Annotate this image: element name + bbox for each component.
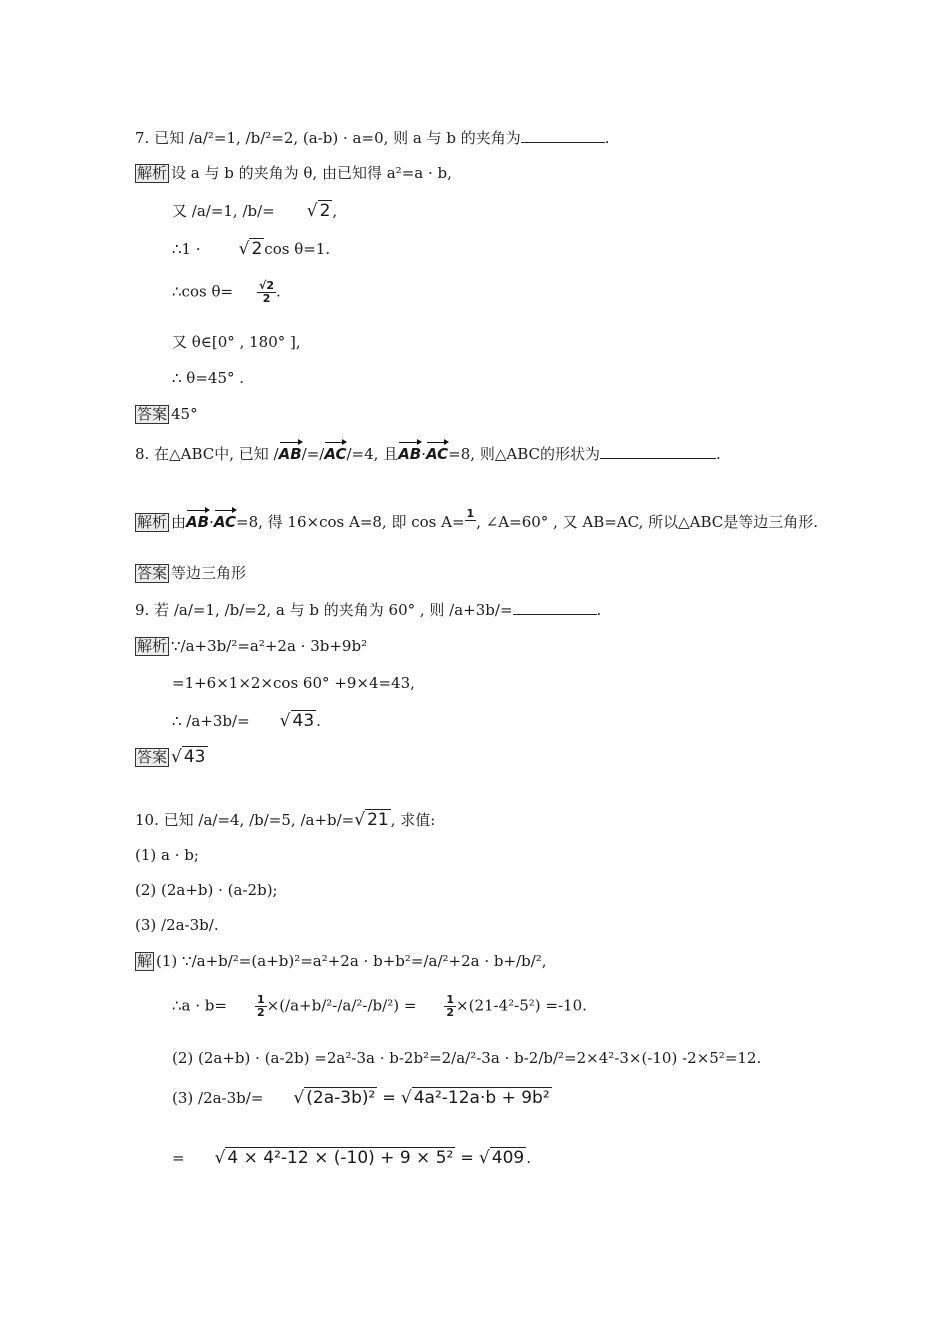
q8-solution-line (135, 506, 819, 532)
q10-sol-2-c: ×(21-4²-5²) =-10. (456, 996, 587, 1015)
q8-answer-blank (600, 444, 716, 459)
q9-sqrt-43: √ 43 (279, 711, 315, 731)
q7-solution-line-1 (135, 163, 452, 183)
sol-vector-ac: AC (213, 513, 237, 531)
q9-answer-line (135, 747, 208, 767)
q10-half-2: $\frac{1}{2}$ (446, 993, 455, 1019)
q8-stem (135, 444, 721, 464)
q9-answer-tag: 答案 (137, 748, 168, 766)
q10-sqrt-409: √ 409 (478, 1148, 525, 1168)
q10-stem-text: 10. 已知 /a/=4, /b/=5, /a+b/= (135, 811, 355, 829)
q10-solution-line-1 (135, 951, 547, 971)
q9-solution-line-1 (135, 636, 367, 656)
q9-sol-3-text: ∴ /a+3b/= (172, 712, 250, 730)
q7-answer: 45° (171, 405, 198, 423)
q8-sol-b: =8, 得 16×cos A=8, 即 cos A= (236, 513, 465, 531)
q10-eq-1: = (377, 1088, 401, 1107)
q10-solution-line-4 (172, 1088, 552, 1108)
q10-half-1: $\frac{1}{2}$ (256, 993, 265, 1019)
q7-answer-line (135, 404, 198, 424)
vector-ac-2: AC (426, 445, 449, 463)
q7-solution-line-2: 又 /a/=1, /b/= √ 2 , (172, 201, 338, 221)
q9-stem-text: 9. 若 /a/=1, /b/=2, a 与 b 的夹角为 60° , 则 /a+3b/= (135, 601, 513, 619)
q8-answer-tag: 答案 (137, 564, 168, 582)
q9-solution-tag: 解析 (137, 637, 168, 655)
q8-solution-tag: 解析 (137, 513, 168, 531)
q8-answer: 等边三角形 (171, 564, 247, 582)
q10-sqrt-21: √ 21 (354, 810, 389, 830)
q10-sqrt-expr-3: √ 4 × 4²-12 × (-10) + 9 × 5² (214, 1148, 454, 1168)
q7-answer-tag: 答案 (137, 405, 168, 423)
q7-sol-1: 设 a 与 b 的夹角为 θ, 由已知得 a²=a · b, (171, 164, 452, 182)
q10-part-1: (1) a · b; (135, 846, 199, 864)
q8-stem-d: =8, 则△ABC的形状为 (448, 445, 600, 463)
q8-sol-dot: · (209, 513, 214, 531)
q8-period: . (715, 445, 721, 463)
q10-sol-4-text: (3) /2a-3b/= (172, 1089, 264, 1107)
q10-sol-2-a: ∴a · b= (172, 996, 227, 1015)
q8-sol-a: 由 (171, 513, 187, 531)
vector-ac: AC (324, 445, 347, 463)
q7-stem-text: 7. 已知 /a/²=1, /b/²=2, (a-b) · a=0, 则 a 与 b 的夹角为 (135, 129, 521, 147)
q7-solution-line-5: 又 θ∈[0° , 180° ], (172, 333, 301, 351)
q10-stem-end: , 求值: (390, 811, 436, 829)
sol-vector-ab: AB (186, 513, 210, 531)
q10-sol-1: (1) ∵/a+b/²=(a+b)²=a²+2a · b+b²=/a/²+2a · b+/b/², (156, 952, 547, 970)
q10-part-3: (3) /2a-3b/. (135, 916, 219, 934)
q10-solution-line-5: = √ 4 × 4²-12 × (-10) + 9 × 5² = √ 409 . (172, 1148, 531, 1168)
q9-solution-line-2: =1+6×1×2×cos 60° +9×4=43, (172, 674, 415, 692)
q10-sol-2-b: ×(/a+b/²-/a/²-/b/²) = (266, 996, 417, 1015)
q8-half: 1 (466, 506, 475, 520)
q7-sol-2-text: 又 /a/=1, /b/= (172, 202, 275, 220)
q9-answer-blank (513, 600, 597, 615)
q7-sqrt-2: √ 2 (306, 201, 331, 221)
q7-sol-3-text: ∴1 · (172, 240, 201, 258)
q7-sol-3-end: cos θ=1. (264, 240, 331, 258)
q7-sol-4-text: ∴cos θ= (172, 282, 234, 301)
q7-solution-line-6: ∴ θ=45° . (172, 369, 245, 387)
q10-part-2: (2) (2a+b) · (a-2b); (135, 881, 278, 899)
q8-stem-a: 8. 在△ABC中, 已知 / (135, 445, 279, 463)
q10-solution-line-3: (2) (2a+b) · (a-2b) =2a²-3a · b-2b²=2/a/²-3a · b-2/b/²=2×4²-3×(-10) -2×5²=12. (172, 1049, 762, 1067)
q7-answer-blank (521, 128, 605, 143)
q8-answer-line (135, 563, 246, 583)
q9-answer: √ 43 (171, 747, 206, 767)
q7-solution-tag: 解析 (137, 164, 168, 182)
q10-solution-line-2 (172, 994, 587, 1019)
q10-solution-tag: 解 (137, 952, 153, 970)
vector-ab: AB (278, 445, 302, 463)
q10-eq-2: = (455, 1148, 479, 1167)
q10-sqrt-expr-1: √ (2a-3b)² (293, 1088, 376, 1108)
q8-sol-c: , ∠A=60° , 又 AB=AC, 所以△ABC是等边三角形. (476, 513, 819, 531)
q10-sol-5-text: = (172, 1149, 185, 1167)
q10-sqrt-expr-2: √ 4a²-12a·b + 9b² (400, 1088, 550, 1108)
q9-solution-line-3: ∴ /a+3b/= √ 43 . (172, 711, 321, 731)
q7-stem (135, 128, 610, 148)
q9-sol-1: ∵/a+3b/²=a²+2a · 3b+9b² (171, 637, 368, 655)
q7-period: . (604, 129, 610, 147)
q7-solution-line-4: ∴cos θ= $\frac{√2}{2}$ . (172, 279, 281, 305)
q9-period: . (596, 601, 602, 619)
q9-stem (135, 600, 601, 620)
q8-stem-b: /=/ (301, 445, 325, 463)
q7-solution-line-3 (172, 239, 330, 259)
q7-fraction: $\frac{√2}{2}$ (259, 279, 275, 305)
q7-sqrt-2b: √ 2 (238, 239, 263, 259)
q10-stem (135, 810, 435, 830)
vector-ab-2: AB (398, 445, 422, 463)
q8-dot: · (421, 445, 427, 463)
q8-stem-c: /=4, 且 (346, 445, 399, 463)
